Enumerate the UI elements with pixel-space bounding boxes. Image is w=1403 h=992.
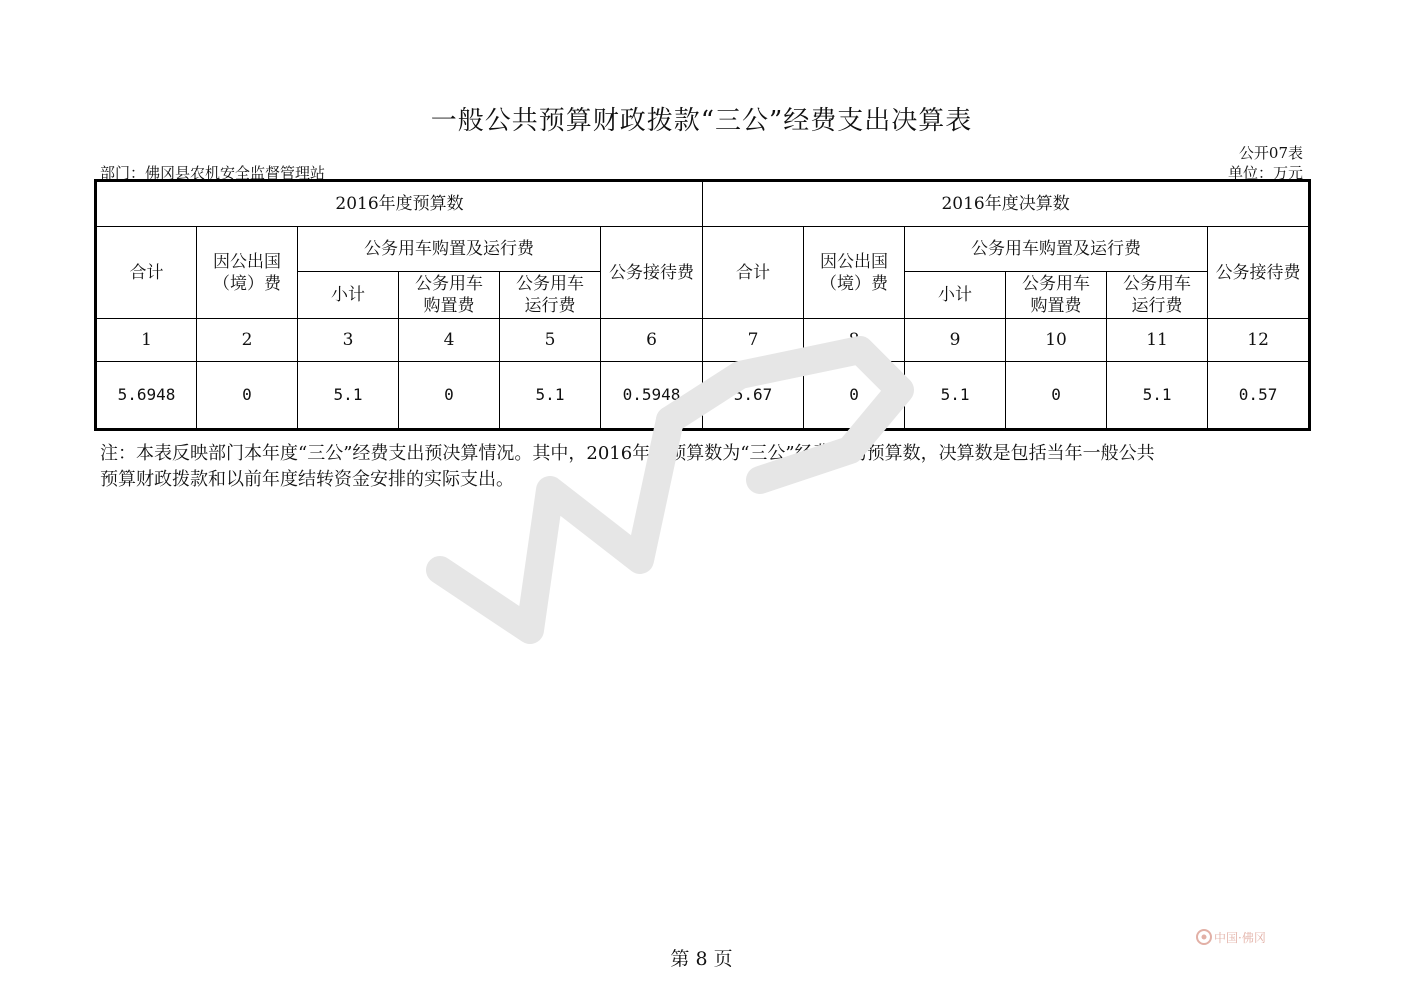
header-operation-line2: 运行费 [524, 296, 576, 316]
note-line-1: 注：本表反映部门本年度“三公”经费支出预决算情况。其中，2016年度预算数为“三公”经费年初预算数，决算数是包括当年一般公共 [100, 443, 1155, 464]
header-abroad [197, 227, 298, 319]
index-cell: 7 [703, 319, 804, 362]
header-abroad [804, 227, 905, 319]
index-cell: 3 [298, 319, 399, 362]
index-cell: 12 [1208, 319, 1310, 362]
header-abroad-line1: 因公出国 [213, 251, 281, 272]
final-period-header: 2016年度决算数 [703, 181, 1310, 227]
value-cell: 5.1 [500, 362, 601, 430]
header-operation [1107, 272, 1208, 319]
value-cell: 5.1 [1107, 362, 1208, 430]
index-cell: 8 [804, 319, 905, 362]
value-cell: 5.67 [703, 362, 804, 430]
header-abroad-line2: （境）费 [820, 273, 889, 294]
header-operation-line1: 公务用车 [516, 274, 584, 294]
index-cell: 4 [399, 319, 500, 362]
value-row [96, 362, 1310, 430]
header-subtotal: 小计 [905, 272, 1006, 319]
header-purchase-line1: 公务用车 [1022, 274, 1091, 294]
header-reception: 公务接待费 [1208, 227, 1310, 319]
corner-logo-text: 中国·佛冈 [1214, 931, 1266, 945]
form-number: 公开07表 [1238, 144, 1303, 162]
header-vehicle-group: 公务用车购置及运行费 [905, 227, 1208, 272]
value-cell: 0 [197, 362, 298, 430]
header-abroad-line1: 因公出国 [820, 251, 889, 272]
value-cell: 0.5948 [601, 362, 703, 430]
index-cell: 2 [197, 319, 298, 362]
index-cell: 9 [905, 319, 1006, 362]
note-line-2: 预算财政拨款和以前年度结转资金安排的实际支出。 [100, 469, 514, 490]
header-reception: 公务接待费 [601, 227, 703, 319]
header-total: 合计 [96, 227, 197, 319]
header-vehicle-group: 公务用车购置及运行费 [298, 227, 601, 272]
index-cell: 5 [500, 319, 601, 362]
index-cell: 10 [1006, 319, 1107, 362]
page-number: 第 8 页 [670, 948, 733, 970]
unit-label: 单位：万元 [1227, 164, 1303, 182]
value-cell: 5.6948 [96, 362, 197, 430]
header-purchase [1006, 272, 1107, 319]
value-cell: 0 [1006, 362, 1107, 430]
value-cell: 5.1 [905, 362, 1006, 430]
department-label: 部门：佛冈县农机安全监督管理站 [100, 164, 326, 182]
budget-period-header: 2016年度预算数 [96, 181, 703, 227]
header-purchase [399, 272, 500, 319]
header-purchase-line2: 购置费 [1030, 296, 1082, 316]
value-cell: 0 [399, 362, 500, 430]
header-purchase-line2: 购置费 [423, 296, 475, 316]
header-operation [500, 272, 601, 319]
index-row [96, 319, 1310, 362]
header-abroad-line2: （境）费 [213, 273, 281, 294]
budget-table-container [94, 179, 1308, 431]
index-cell: 6 [601, 319, 703, 362]
header-operation-line2: 运行费 [1131, 296, 1183, 316]
document-title: 一般公共预算财政拨款“三公”经费支出决算表 [430, 106, 973, 136]
index-cell: 11 [1107, 319, 1208, 362]
table-note [100, 441, 1305, 493]
header-purchase-line1: 公务用车 [415, 274, 483, 294]
value-cell: 0.57 [1208, 362, 1310, 430]
index-cell: 1 [96, 319, 197, 362]
header-operation-line1: 公务用车 [1123, 274, 1192, 294]
value-cell: 0 [804, 362, 905, 430]
header-total: 合计 [703, 227, 804, 319]
budget-table [94, 179, 1311, 431]
value-cell: 5.1 [298, 362, 399, 430]
header-subtotal: 小计 [298, 272, 399, 319]
